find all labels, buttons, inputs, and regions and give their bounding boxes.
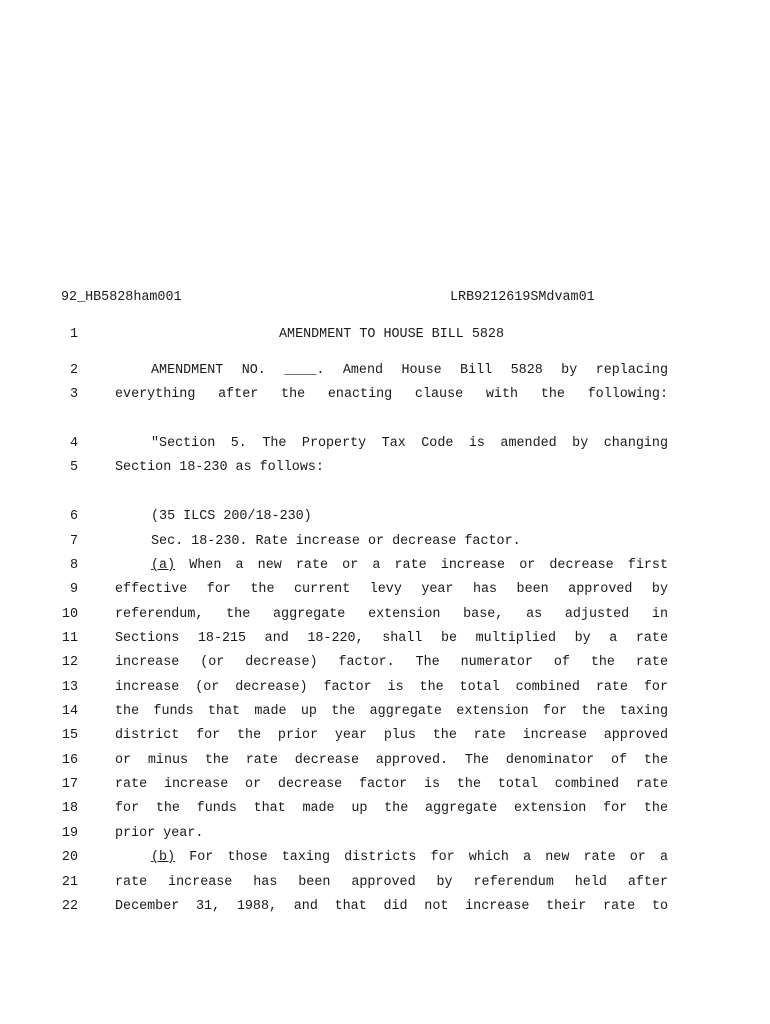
text-run: Sections 18-215 and 18-220, shall be multiplied by a rate [115,631,668,646]
text-run: for the funds that made up the aggregate extension for the [115,801,668,816]
document-id-right: LRB9212619SMdvam01 [450,290,595,305]
document-line [0,850,770,870]
text-run: district for the prior year plus the rate increase approved [115,728,668,743]
line-text [115,704,668,719]
document-line [0,899,770,919]
line-text [115,899,668,914]
text-run: referendum, the aggregate extension base, as adjusted in [115,607,668,622]
line-number: 18 [61,801,78,816]
text-run: effective for the current levy year has been approved by [115,582,668,597]
line-number: 12 [61,655,78,670]
text-run: the funds that made up the aggregate extension for the taxing [115,704,668,719]
document-line [0,558,770,578]
document-line [0,655,770,675]
line-number: 19 [61,826,78,841]
line-number: 22 [61,899,78,914]
line-text [115,753,668,768]
line-text [115,509,668,524]
text-run: "Section 5. The Property Tax Code is amended by changing [151,436,668,451]
document-line [0,680,770,700]
line-text [115,582,668,597]
line-number: 11 [61,631,78,646]
line-text [115,680,668,695]
line-number: 16 [61,753,78,768]
text-run: rate increase or decrease factor is the total combined rate [115,777,668,792]
line-number: 20 [61,850,78,865]
text-run: prior year. [115,826,204,841]
line-number: 21 [61,875,78,890]
line-number: 3 [69,387,78,402]
document-line [0,436,770,456]
line-text [115,460,668,475]
line-text [115,801,668,816]
document-line [0,753,770,773]
document-line [0,534,770,554]
line-number: 7 [69,534,78,549]
document-id-left: 92_HB5828ham001 [61,290,182,305]
text-run: December 31, 1988, and that did not increase their rate to [115,899,668,914]
subsection-marker: (b) [151,850,176,865]
document-line [0,327,770,347]
subsection-marker: (a) [151,558,176,573]
line-number: 17 [61,777,78,792]
line-number: 9 [69,582,78,597]
line-text [115,558,668,573]
document-line [0,607,770,627]
document-line [0,728,770,748]
document-line [0,582,770,602]
document-line [0,631,770,651]
line-text [115,728,668,743]
line-text [115,777,668,792]
line-text [115,850,668,865]
line-text [115,387,668,402]
line-number: 15 [61,728,78,743]
text-run: Sec. 18-230. Rate increase or decrease factor. [151,534,521,549]
text-run: AMENDMENT NO. ____. Amend House Bill 5828 by replacing [151,363,668,378]
line-number: 5 [69,460,78,475]
line-text [115,655,668,670]
line-number: 6 [69,509,78,524]
line-text [115,327,668,342]
line-number: 14 [61,704,78,719]
text-run: increase (or decrease) factor. The numerator of the rate [115,655,668,670]
document-line [0,460,770,480]
text-run: increase (or decrease) factor is the total combined rate for [115,680,668,695]
document-line [0,387,770,407]
line-number: 4 [69,436,78,451]
line-text [115,875,668,890]
text-run: AMENDMENT TO HOUSE BILL 5828 [279,327,504,342]
line-number: 10 [61,607,78,622]
document-line [0,777,770,797]
text-run: rate increase has been approved by referendum held after [115,875,668,890]
document-line [0,875,770,895]
document-line [0,704,770,724]
text-run: (35 ILCS 200/18-230) [151,509,312,524]
text-run: When a new rate or a rate increase or decrease first [175,558,668,573]
document-line [0,826,770,846]
line-number: 13 [61,680,78,695]
text-run: or minus the rate decrease approved. The denominator of the [115,753,668,768]
line-text [115,534,668,549]
document-line [0,801,770,821]
line-text [115,436,668,451]
line-number: 8 [69,558,78,573]
line-text [115,826,668,841]
document-line [0,509,770,529]
document-line [0,363,770,383]
text-run: For those taxing districts for which a new rate or a [175,850,668,865]
line-text [115,631,668,646]
line-number: 2 [69,363,78,378]
text-run: Section 18-230 as follows: [115,460,324,475]
line-text [115,607,668,622]
line-text [115,363,668,378]
text-run: everything after the enacting clause with the following: [115,387,668,402]
line-number: 1 [69,327,78,342]
